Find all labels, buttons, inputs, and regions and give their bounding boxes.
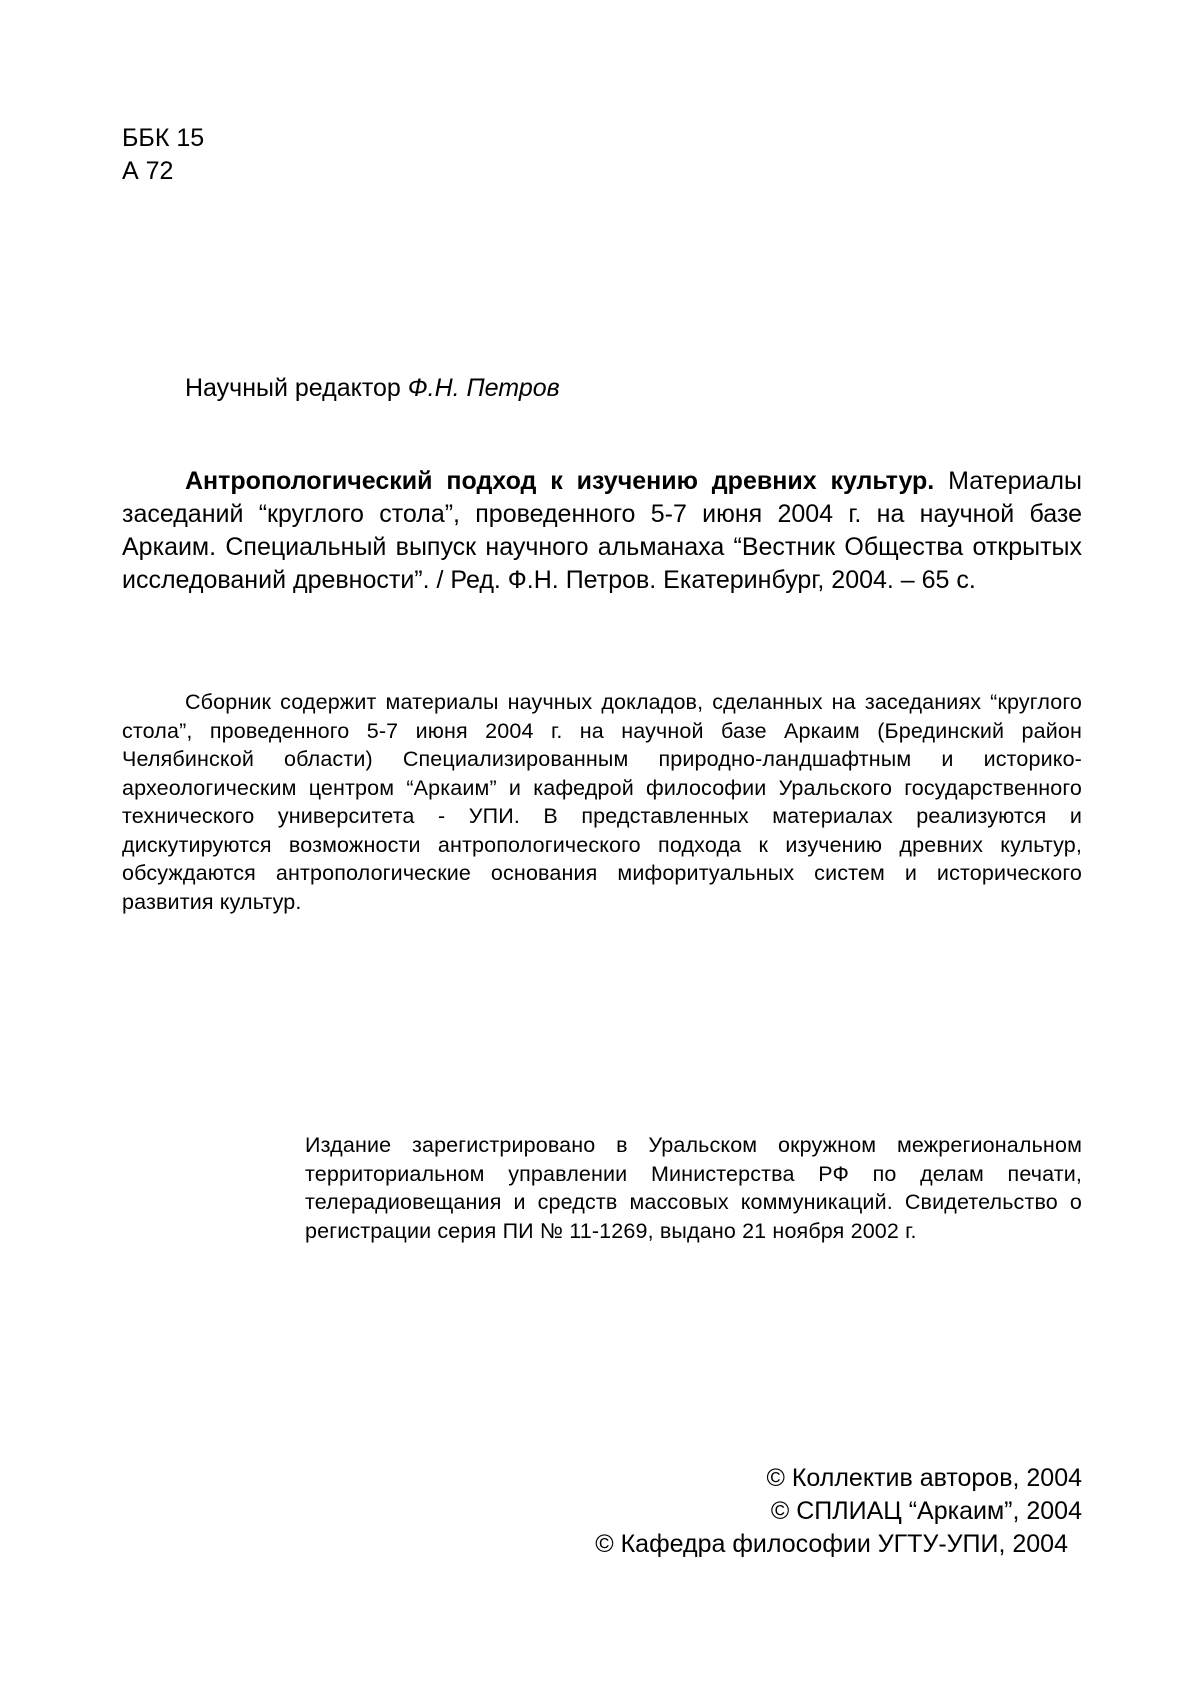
author-mark: А 72: [122, 157, 174, 185]
editor-name: Ф.Н. Петров: [407, 374, 560, 402]
scientific-editor-line: [185, 372, 560, 405]
copyright-line: © СПЛИАЦ “Аркаим”, 2004: [770, 1497, 1082, 1525]
copyright-line: © Коллектив авторов, 2004: [766, 1464, 1082, 1492]
copyright-block: [595, 1462, 1082, 1561]
bbk-index: ББК 15: [122, 124, 205, 152]
library-classification: [122, 122, 204, 188]
citation-details: Материалы заседаний “круглого стола”, проведенного 5-7 июня 2004 г. на научной базе Аркаим. Специальный выпуск научного альманаха “Вестник Общества открытых исследований древности”. / Ред. Ф.Н. Петров. Екатеринбург, 2004. – 65 с.: [122, 467, 1082, 594]
abstract-paragraph: Сборник содержит материалы научных докладов, сделанных на заседаниях “круглого стола”, проведенного 5-7 июня 2004 г. на научной базе Аркаим (Брединский район Челябинской области) Специализированным природно-ландшафтным и историко-археологическим центром “Аркаим” и кафедрой философии Уральского государственного технического университета - УПИ. В представленных материалах реализуются и дискутируются возможности антропологического подхода к изучению древних культур, обсуждаются антропологические основания мифоритуальных систем и исторического развития культур.: [122, 690, 1082, 914]
book-title: Антропологический подход к изучению древних культур.: [185, 467, 935, 495]
editor-label: Научный редактор: [185, 374, 408, 402]
copyright-line: © Кафедра философии УГТУ-УПИ, 2004: [595, 1530, 1068, 1558]
bibliographic-citation: [122, 465, 1082, 597]
registration-notice: Издание зарегистрировано в Уральском окружном межрегиональном территориальном управлении Министерства РФ по делам печати, телерадиовещания и средств массовых коммуникаций. Свидетельство о регистрации серия ПИ № 11-1269, выдано 21 ноября 2002 г.: [305, 1133, 1082, 1243]
